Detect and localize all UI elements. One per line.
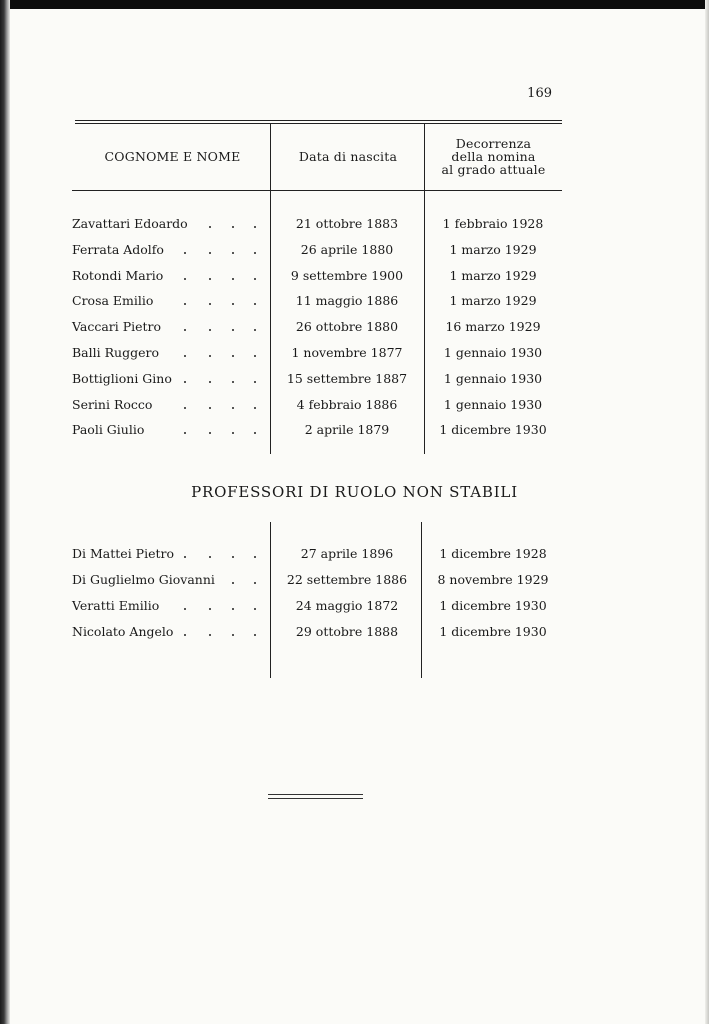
leader-dot (254, 278, 256, 280)
row-nomination-date: 16 marzo 1929 (445, 319, 541, 335)
row-nomination-date: 1 dicembre 1930 (439, 624, 547, 639)
leader-dot (232, 432, 234, 434)
leader-dot (254, 252, 256, 254)
closing-rule-inner (268, 798, 363, 799)
leader-dots (72, 240, 272, 260)
row-name: Rotondi Mario (72, 267, 164, 283)
leader-dot (184, 329, 186, 331)
row-name: Vaccari Pietro (72, 319, 162, 335)
leader-dot (232, 582, 234, 584)
header-nomina-line-2: della nomina (451, 149, 536, 164)
leader-dot (232, 381, 234, 383)
leader-dot (209, 252, 211, 254)
table-row (72, 317, 562, 337)
table-row (72, 291, 562, 311)
row-name: Ferrata Adolfo (72, 241, 164, 257)
table-row (72, 266, 562, 286)
row-name: Veratti Emilio (72, 598, 160, 613)
row-nomination-date: 1 gennaio 1930 (443, 345, 543, 360)
leader-dot (209, 634, 211, 636)
leader-dot (254, 407, 256, 409)
table-row (72, 596, 562, 616)
leader-dot (232, 278, 234, 280)
row-nomination-date: 8 novembre 1929 (437, 572, 549, 587)
scan-edge-top (0, 0, 709, 9)
leader-dot (209, 303, 211, 305)
leader-dots (72, 317, 272, 337)
row-birth-date: 22 settembre 1886 (286, 572, 408, 587)
leader-dots (72, 570, 272, 590)
leader-dot (254, 329, 256, 331)
leader-dots (72, 291, 272, 311)
row-birth-date: 15 settembre 1887 (286, 370, 408, 386)
row-nomination-date: 1 gennaio 1930 (443, 370, 543, 386)
leader-dot (184, 303, 186, 305)
leader-dot (209, 381, 211, 383)
leader-dot (184, 381, 186, 383)
leader-dots (72, 395, 272, 415)
header-nomina-line-1: Decorrenza (455, 136, 532, 151)
header-nomina (425, 137, 562, 176)
row-birth-date: 2 aprile 1879 (304, 422, 390, 438)
row-birth-date: 9 settembre 1900 (290, 267, 404, 283)
leader-dots (72, 214, 272, 234)
scan-edge-left (0, 0, 10, 1024)
row-name: Nicolato Angelo (72, 624, 174, 639)
row-nomination-date: 1 gennaio 1930 (443, 396, 543, 412)
leader-dots (72, 369, 272, 389)
scan-edge-right (705, 0, 709, 1024)
row-name: Di Guglielmo Giovanni (72, 572, 215, 587)
leader-dot (232, 226, 234, 228)
table-row (72, 622, 562, 642)
leader-dot (254, 381, 256, 383)
leader-dot (184, 278, 186, 280)
section-title: PROFESSORI DI RUOLO NON STABILI (191, 483, 518, 501)
row-nomination-date: 1 marzo 1929 (449, 293, 537, 309)
leader-dots (72, 544, 272, 564)
leader-dot (209, 556, 211, 558)
leader-dot (254, 355, 256, 357)
table-row (72, 420, 562, 440)
row-birth-date: 27 aprile 1896 (300, 546, 394, 561)
row-birth-date: 24 maggio 1872 (295, 598, 399, 613)
leader-dot (254, 226, 256, 228)
leader-dot (254, 582, 256, 584)
row-name: Paoli Giulio (72, 422, 145, 438)
table-row (72, 343, 562, 363)
row-name: Zavattari Edoardo (72, 216, 188, 231)
leader-dots (72, 420, 272, 440)
leader-dot (209, 407, 211, 409)
leader-dot (232, 407, 234, 409)
leader-dot (232, 303, 234, 305)
page-number: 169 (527, 86, 552, 101)
leader-dot (209, 608, 211, 610)
closing-rule (268, 794, 363, 795)
leader-dot (184, 355, 186, 357)
leader-dot (232, 252, 234, 254)
row-birth-date: 4 febbraio 1886 (296, 396, 398, 412)
leader-dot (254, 303, 256, 305)
row-nomination-date: 1 marzo 1929 (449, 267, 537, 283)
row-nomination-date: 1 dicembre 1930 (439, 598, 547, 613)
row-name: Crosa Emilio (72, 293, 154, 309)
table-row (72, 395, 562, 415)
header-bottom-rule (72, 190, 562, 191)
leader-dot (254, 634, 256, 636)
leader-dot (184, 556, 186, 558)
leader-dot (184, 634, 186, 636)
table-row (72, 240, 562, 260)
table-row (72, 570, 562, 590)
leader-dot (184, 432, 186, 434)
leader-dot (232, 355, 234, 357)
leader-dot (232, 608, 234, 610)
row-nomination-date: 1 dicembre 1930 (439, 422, 547, 438)
row-birth-date: 11 maggio 1886 (295, 293, 399, 309)
leader-dots (72, 266, 272, 286)
leader-dot (209, 278, 211, 280)
leader-dot (209, 226, 211, 228)
leader-dot (232, 329, 234, 331)
row-name: Balli Ruggero (72, 345, 159, 360)
leader-dot (232, 634, 234, 636)
leader-dot (209, 432, 211, 434)
row-name: Bottiglioni Gino (72, 370, 172, 386)
row-birth-date: 26 ottobre 1880 (295, 319, 399, 335)
header-birth: Data di nascita (298, 149, 398, 164)
leader-dots (72, 622, 272, 642)
leader-dot (254, 608, 256, 610)
table-row (72, 214, 562, 234)
row-birth-date: 21 ottobre 1883 (295, 216, 399, 231)
row-nomination-date: 1 dicembre 1928 (439, 546, 547, 561)
table-row (72, 369, 562, 389)
leader-dot (254, 556, 256, 558)
table-top-rule (75, 120, 562, 121)
row-name: Di Mattei Pietro (72, 546, 174, 561)
leader-dot (184, 407, 186, 409)
leader-dot (254, 432, 256, 434)
row-birth-date: 29 ottobre 1888 (295, 624, 399, 639)
header-name: COGNOME E NOME (104, 149, 241, 164)
header-nomina-line-3: al grado attuale (441, 162, 546, 177)
leader-dot (184, 608, 186, 610)
row-birth-date: 26 aprile 1880 (300, 241, 394, 257)
leader-dot (209, 329, 211, 331)
leader-dots (72, 596, 272, 616)
leader-dot (184, 252, 186, 254)
row-name: Serini Rocco (72, 396, 153, 412)
row-nomination-date: 1 marzo 1929 (449, 241, 537, 257)
leader-dot (232, 556, 234, 558)
row-birth-date: 1 novembre 1877 (291, 345, 403, 360)
table-row (72, 544, 562, 564)
leader-dot (209, 355, 211, 357)
row-nomination-date: 1 febbraio 1928 (442, 216, 544, 231)
table-top-rule-inner (75, 123, 562, 124)
leader-dots (72, 343, 272, 363)
